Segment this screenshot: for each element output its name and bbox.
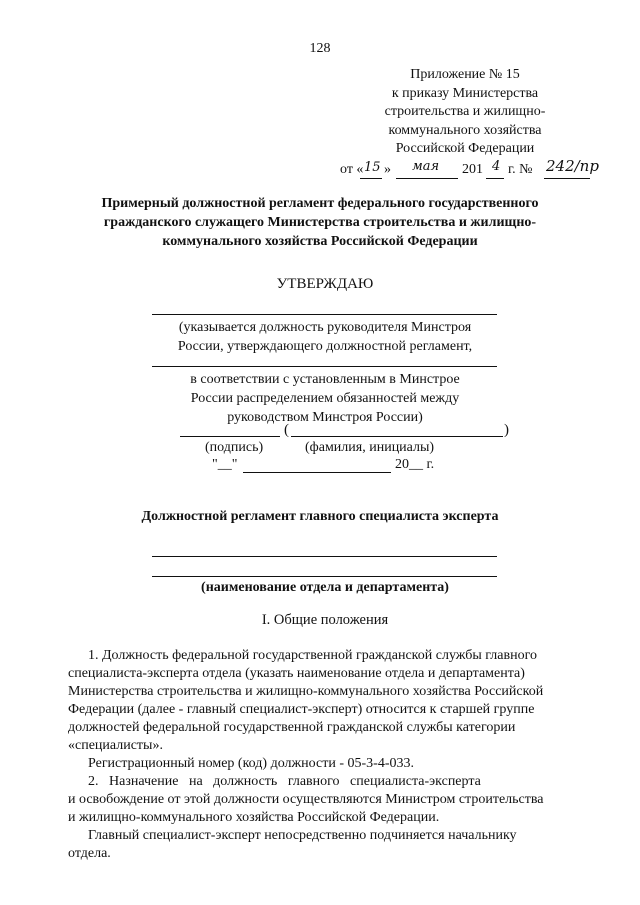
- dept-label: (наименование отдела и департамента): [201, 580, 449, 595]
- date-day: 15: [364, 160, 381, 175]
- appendix-line-5: Российской Федерации: [395, 141, 535, 156]
- title-line-2: гражданского служащего Министерства строительства и жилищно-: [103, 215, 537, 230]
- paragraph-2-line-2: и освобождение от этой должности осуществляются Министром строительства: [68, 792, 544, 807]
- appendix-line-4: коммунального хозяйства: [388, 122, 542, 138]
- paragraph-2-line-1: 2. Назначение на должность главного специалиста-эксперта: [88, 774, 481, 789]
- registration-number: Регистрационный номер (код) должности - 05-3-4-033.: [88, 756, 414, 771]
- approve-note-2: [140, 370, 510, 427]
- appendix-line-3: строительства и жилищно-: [384, 104, 546, 119]
- paragraph-1-line-2: специалиста-эксперта отдела (указать наименование отдела и департамента): [68, 666, 525, 681]
- paragraph-1-line-4: Федерации (далее - главный специалист-эксперт) относится к старшей группе: [68, 702, 535, 717]
- date-month: мая: [412, 159, 440, 174]
- regulation-title: [60, 194, 580, 251]
- page-number: 128: [309, 41, 331, 56]
- paragraph-1-line-1: 1. Должность федеральной государственной гражданской службы главного: [88, 648, 538, 663]
- paragraph-1-line-3: Министерства строительства и жилищно-коммунального хозяйства Российской: [68, 684, 544, 699]
- signature-line-2: [152, 366, 497, 367]
- paragraph-2-line-3: и жилищно-коммунального хозяйства Российской Федерации.: [68, 810, 440, 825]
- document-title: Должностной регламент главного специалиста эксперта: [141, 509, 499, 524]
- date-suffix: г. №: [508, 162, 533, 177]
- paragraph-3-line-1: Главный специалист-эксперт непосредственно подчиняется начальнику: [88, 828, 517, 843]
- name-blank: [291, 436, 503, 437]
- approve-note-2-line-3: руководством Минстроя России): [227, 410, 423, 425]
- date-year-prefix: 201: [462, 162, 483, 177]
- approve-heading: УТВЕРЖДАЮ: [276, 276, 374, 292]
- signature-line-1: [152, 314, 497, 315]
- order-number: 242/пр: [546, 157, 599, 175]
- approve-note-1-line-2: России, утверждающего должностной регламент,: [177, 339, 473, 354]
- paren-close: ): [504, 422, 509, 438]
- appendix-line-2: к приказу Министерства: [391, 85, 539, 101]
- paragraph-3-line-2: отдела.: [68, 846, 111, 861]
- approve-note-2-line-2: России распределением обязанностей между: [190, 391, 460, 406]
- approve-date-quote: "__": [212, 457, 238, 472]
- paragraph-1-line-5: должностей федеральной государственной гражданской службы категории: [68, 720, 516, 735]
- approve-note-1-line-1: (указывается должность руководителя Минстроя: [178, 320, 472, 335]
- body-text: [68, 647, 588, 863]
- order-date-line: [340, 157, 610, 182]
- date-year-digit: 4: [492, 159, 501, 174]
- paren-open: (: [284, 422, 289, 438]
- name-label: (фамилия, инициалы): [305, 440, 435, 455]
- date-prefix: от «: [340, 162, 364, 177]
- dept-line-1: [152, 556, 497, 557]
- dept-line-2: [152, 576, 497, 577]
- paragraph-1-line-6: «специалисты».: [68, 738, 163, 753]
- date-quote-close: »: [384, 162, 391, 177]
- signature-blank: [180, 436, 280, 437]
- title-line-3: коммунального хозяйства Российской Федерации: [162, 234, 478, 249]
- appendix-block: [360, 66, 570, 159]
- sign-label: (подпись): [205, 440, 264, 455]
- approve-note-2-line-1: в соответствии с установленным в Минстрое: [190, 372, 460, 387]
- title-line-1: Примерный должностной регламент федерального государственного: [101, 196, 539, 211]
- approve-date-blank: [243, 472, 391, 473]
- approve-date-year: 20__ г.: [395, 457, 435, 472]
- approve-note-1: [140, 318, 510, 356]
- section-heading: I. Общие положения: [261, 612, 389, 628]
- appendix-line-1: Приложение № 15: [410, 67, 520, 82]
